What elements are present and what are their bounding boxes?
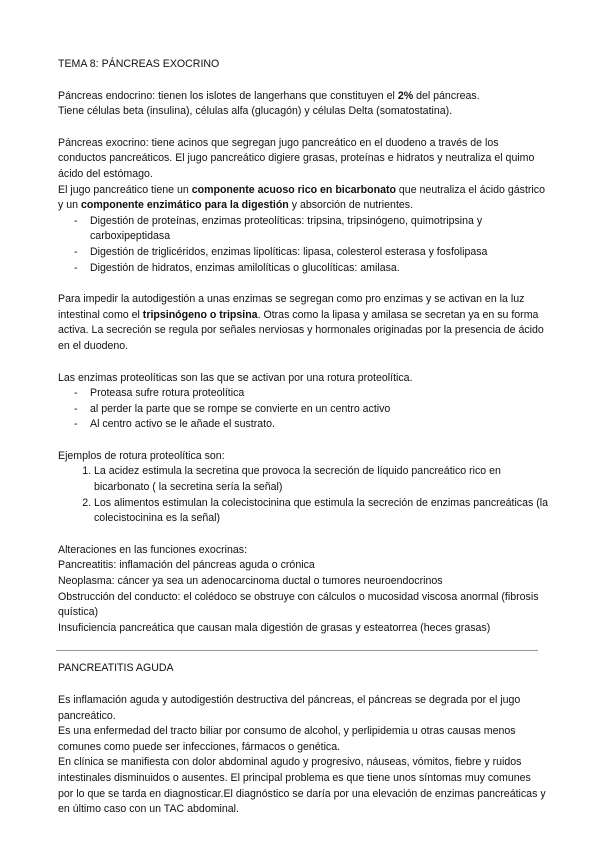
document-title: TEMA 8: PÁNCREAS EXOCRINO bbox=[58, 58, 220, 70]
list-item: - al perder la parte que se rompe se convierte en un centro activo bbox=[90, 402, 548, 418]
endocrine-line-2: Tiene células beta (insulina), células alfa (glucagón) y células Delta (somatostatina). bbox=[58, 105, 453, 118]
list-item: 2. Los alimentos estimulan la colecistocinina que estimula la secreción de enzimas pancreáticas (la colecistocinina es la señal) bbox=[94, 496, 548, 527]
pancreatitis-paragraph-1: Es inflamación aguda y autodigestión destructiva del páncreas, el páncreas se degrada por el jugo pancreático. bbox=[58, 694, 521, 722]
pancreatitis-paragraph-3: En clínica se manifiesta con dolor abdominal agudo y progresivo, náuseas, vómitos, fiebre y ruidos intestinales disminuidos o ausentes. El principal problema es que tiene unos síntomas muy comunes por lo que se tarda en diagnosticar.El diagnóstico se daría por una elevación de enzimas pancreáticas y en último caso con un TAC abdominal. bbox=[58, 756, 546, 816]
document-page bbox=[58, 57, 548, 818]
exocrine-components: El jugo pancreático tiene un componente acuoso rico en bicarbonato que neutraliza el ácido gástrico y un componente enzimático para la digestión y absorción de nutrientes. bbox=[58, 183, 545, 212]
percent-value: 2% bbox=[397, 89, 414, 102]
list-item: - Digestión de hidratos, enzimas amilolíticas o glucolíticas: amilasa. bbox=[90, 261, 548, 277]
list-item: - Digestión de proteínas, enzimas proteolíticas: tripsina, tripsinógeno, quimotripsina y carboxipeptidasa bbox=[90, 214, 548, 245]
list-item: 1. La acidez estimula la secretina que provoca la secreción de líquido pancreático rico en bicarbonato ( la secretina sería la señal) bbox=[94, 464, 548, 495]
aqueous-component: componente acuoso rico en bicarbonato bbox=[191, 183, 396, 196]
digestion-list bbox=[58, 214, 548, 276]
list-item: - Al centro activo se le añade el sustrato. bbox=[90, 417, 548, 433]
alteration-item: Neoplasma: cáncer ya sea un adenocarcinoma ductal o tumores neuroendocrinos bbox=[58, 575, 443, 588]
examples-list bbox=[58, 464, 548, 526]
endocrine-line-1: Páncreas endocrino: tienen los islotes de langerhans que constituyen el 2% del páncreas. bbox=[58, 89, 480, 102]
trypsinogen-term: tripsinógeno o tripsina bbox=[142, 308, 258, 321]
enzymatic-component: componente enzimático para la digestión bbox=[80, 199, 289, 212]
alteration-item: Pancreatitis: inflamación del páncreas aguda o crónica bbox=[58, 559, 315, 572]
exocrine-paragraph: Páncreas exocrino: tiene acinos que segregan jugo pancreático en el duodeno a través de los conductos pancreáticos. El jugo pancreático digiere grasas, proteínas e hidratos y neutraliza el quimo ácido del estómago. bbox=[58, 136, 535, 180]
section-divider bbox=[56, 650, 538, 651]
section-title: PANCREATITIS AGUDA bbox=[58, 662, 174, 675]
examples-intro: Ejemplos de rotura proteolítica son: bbox=[58, 449, 225, 462]
list-item: - Digestión de triglicéridos, enzimas lipolíticas: lipasa, colesterol esterasa y fosfolipasa bbox=[90, 245, 548, 261]
list-item: - Proteasa sufre rotura proteolítica bbox=[90, 386, 548, 402]
proteolytic-list bbox=[58, 386, 548, 433]
alteration-item: Insuficiencia pancreática que causan mala digestión de grasas y esteatorrea (heces grasas) bbox=[58, 621, 491, 634]
autodigestion-paragraph: Para impedir la autodigestión a unas enzimas se segregan como pro enzimas y se activan en la luz intestinal como el tripsinógeno o tripsina. Otras como la lipasa y amilasa se secretan ya en su forma activa. La secreción se regula por señales nerviosas y hormonales originadas por la presencia de ácido en el duodeno. bbox=[58, 293, 544, 352]
alteration-item: Obstrucción del conducto: el colédoco se obstruye con cálculos o mucosidad viscosa anormal (fibrosis quística) bbox=[58, 590, 539, 619]
alterations-intro: Alteraciones en las funciones exocrinas: bbox=[58, 543, 248, 556]
pancreatitis-paragraph-2: Es una enfermedad del tracto biliar por consumo de alcohol, y perlipidemia u otras causas menos comunes como puede ser infecciones, fármacos o genética. bbox=[58, 725, 516, 753]
proteolytic-intro: Las enzimas proteolíticas son las que se activan por una rotura proteolítica. bbox=[58, 371, 413, 384]
